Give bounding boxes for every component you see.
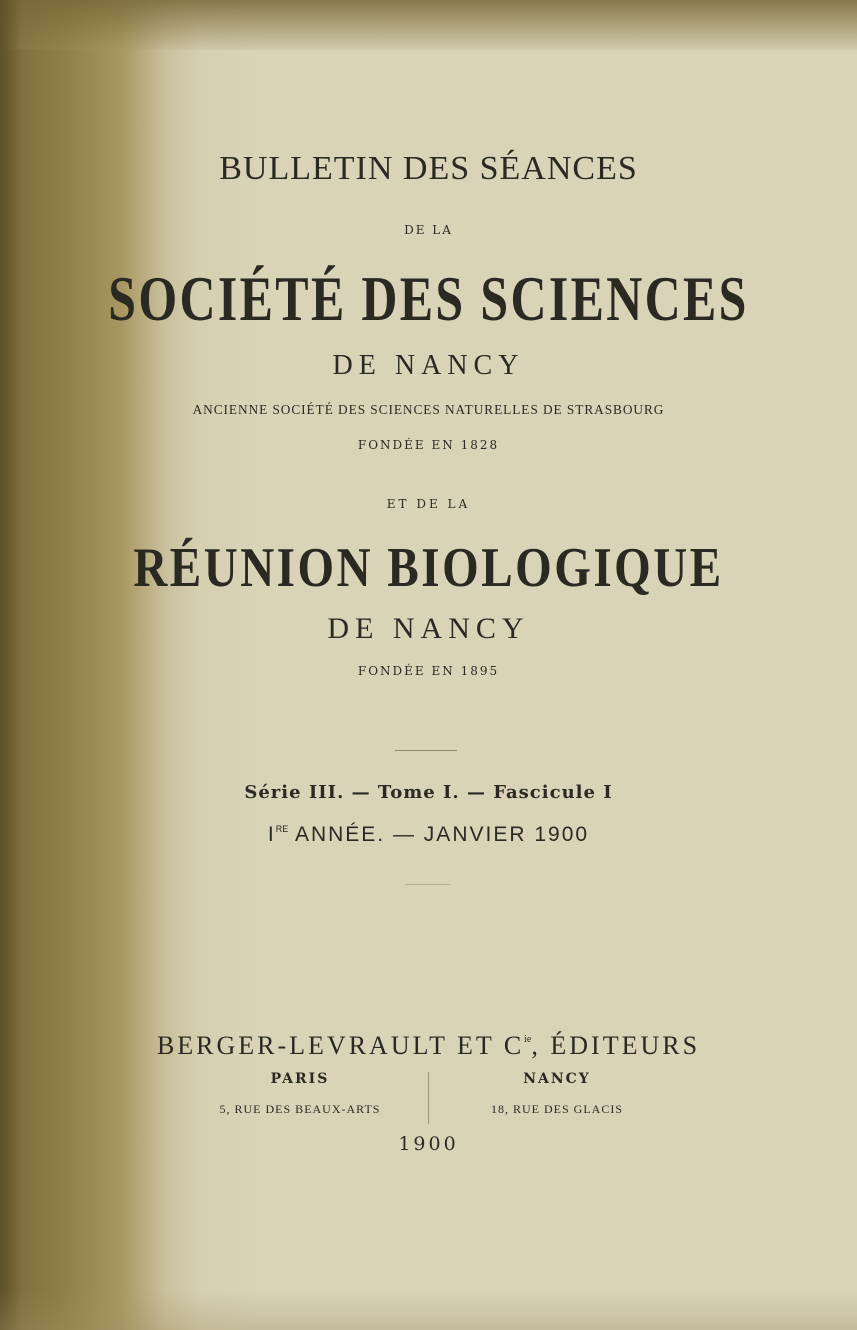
society-founded: FONDÉE EN 1828: [357, 438, 500, 452]
separator-rule: [395, 750, 457, 751]
separator-rule: [405, 884, 450, 885]
paris-city: PARIS: [270, 1071, 330, 1087]
et-de-la-label: ET DE LA: [386, 497, 471, 511]
paris-address: 5, RUE DES BEAUX-ARTS: [219, 1102, 381, 1116]
column-divider: [428, 1072, 429, 1124]
publisher-suffix: , ÉDITEURS: [531, 1031, 701, 1060]
bottom-shading: [0, 1290, 857, 1330]
society-name: SOCIÉTÉ DES SCIENCES: [108, 263, 749, 334]
reunion-founded: FONDÉE EN 1895: [357, 664, 500, 678]
publisher-name: BERGER-LEVRAULT ET C: [156, 1031, 525, 1060]
year-issue-prefix: I: [267, 823, 276, 846]
de-la-label: DE LA: [404, 223, 453, 237]
series-line: Série III. — Tome I. — Fascicule I: [244, 782, 613, 803]
nancy-city: NANCY: [523, 1071, 591, 1087]
top-shading: [0, 0, 857, 50]
publication-year: 1900: [398, 1133, 459, 1155]
publisher-superscript: ie: [524, 1034, 532, 1045]
year-issue-superscript: RE: [275, 824, 289, 834]
year-issue-rest: ANNÉE. — JANVIER 1900: [288, 823, 590, 846]
nancy-address: 18, RUE DES GLACIS: [490, 1102, 623, 1116]
year-issue-line: [0, 823, 857, 847]
society-city: DE NANCY: [332, 350, 525, 381]
former-name: ANCIENNE SOCIÉTÉ DES SCIENCES NATURELLES DE STRASBOURG: [192, 403, 665, 418]
reunion-city: DE NANCY: [327, 612, 530, 645]
reunion-name: RÉUNION BIOLOGIQUE: [133, 537, 724, 599]
bulletin-title: BULLETIN DES SÉANCES: [219, 150, 638, 187]
publisher-line: [0, 1031, 857, 1061]
